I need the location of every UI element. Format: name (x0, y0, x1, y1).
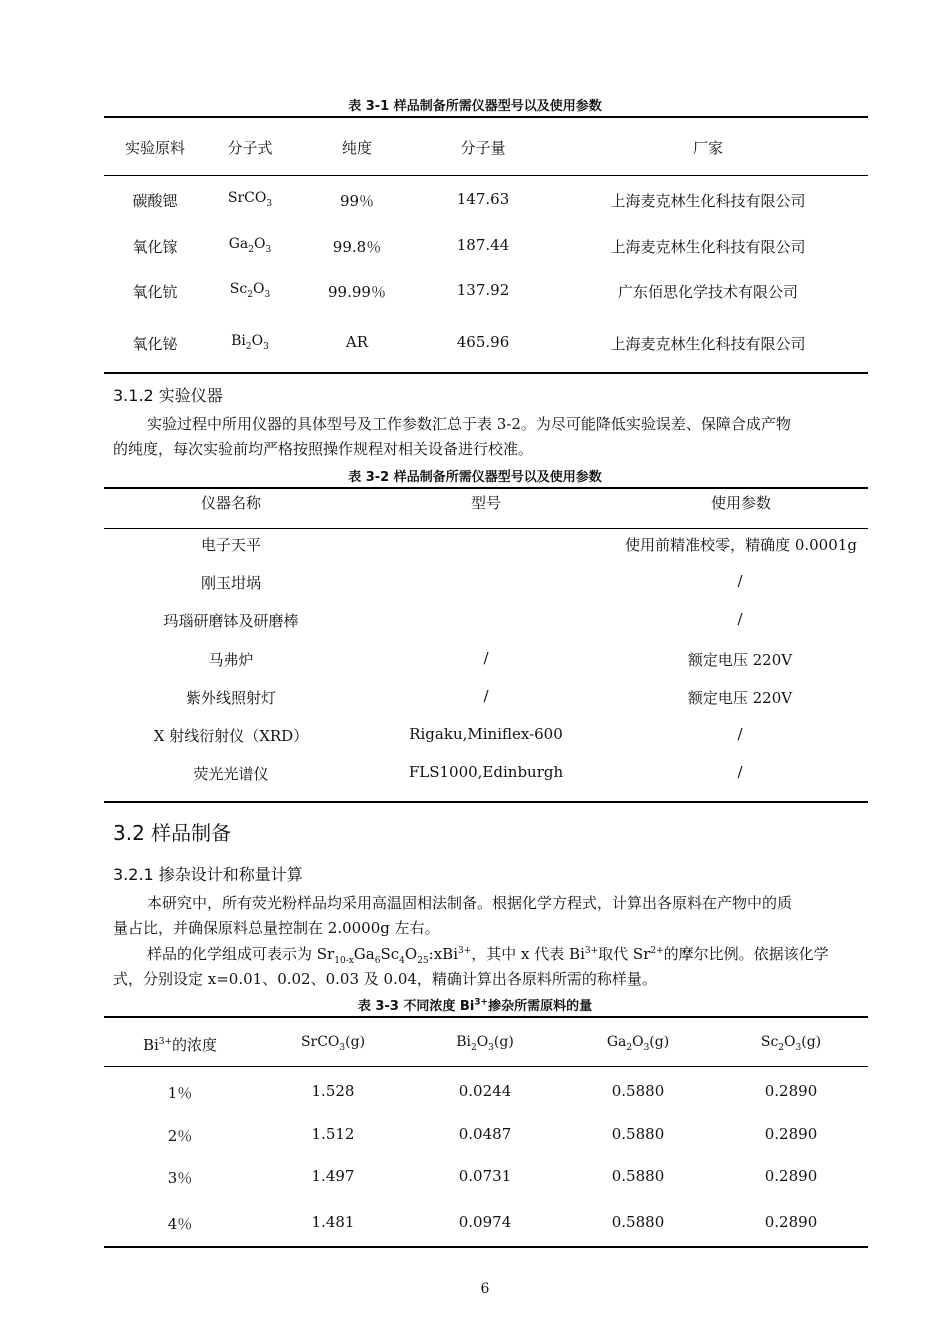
table3-row3-c3: 0.5880 (611, 1167, 665, 1185)
table3-row1-c1: 1.528 (311, 1082, 355, 1100)
table1-top-rule (104, 116, 868, 118)
table1-caption: 表 3-1 样品制备所需仪器型号以及使用参数 (348, 99, 602, 114)
table1-header-mw: 分子量 (460, 139, 506, 157)
section-3-2-heading: 3.2 样品制备 (113, 821, 232, 845)
table3-row4-c4: 0.2890 (764, 1213, 818, 1231)
table1-row4-vendor: 上海麦克林生化科技有限公司 (610, 335, 806, 353)
table2-row4-param: 额定电压 220V (687, 651, 793, 669)
table1-row3-name: 氧化钪 (132, 283, 178, 301)
section-3-2-1-paragraph2 (113, 942, 863, 992)
table3-row2-c3: 0.5880 (611, 1125, 665, 1143)
table2-row6-name: X 射线衍射仪（XRD） (153, 727, 309, 745)
table3-row2-c4: 0.2890 (764, 1125, 818, 1143)
table2-row6-model: Rigaku,Miniflex-600 (409, 725, 563, 743)
table2-row7-param: / (737, 763, 743, 781)
table1-bottom-rule (104, 372, 868, 374)
table2-row1-name: 电子天平 (200, 536, 261, 554)
table2-row4-model: / (483, 649, 489, 667)
table2-row5-model: / (483, 687, 489, 705)
table2-caption: 表 3-2 样品制备所需仪器型号以及使用参数 (348, 470, 602, 485)
table3-row1-c4: 0.2890 (764, 1082, 818, 1100)
table1-row1-formula: SrCO$_3$ (227, 190, 273, 209)
table3-bottom-rule (104, 1246, 868, 1248)
table1-row2-name: 氧化镓 (132, 238, 178, 256)
table2-row3-param: / (737, 610, 743, 628)
paragraph-line: 本研究中，所有荧光粉样品均采用高温固相法制备。根据化学方程式，计算出各原料在产物中的质 (147, 894, 793, 912)
table3-row4-c0: 4％ (167, 1215, 193, 1233)
section-3-1-2-heading: 3.1.2 实验仪器 (113, 386, 223, 405)
table2-header-model: 型号 (470, 494, 501, 512)
table2-header-rule (104, 528, 868, 529)
table1-row3-mw: 137.92 (456, 281, 510, 299)
table1-header-vendor: 厂家 (692, 139, 723, 157)
table1-row3-formula: $Sc_2O_3$ (229, 281, 271, 300)
table2-row3-name: 玛瑙研磨钵及研磨棒 (163, 612, 299, 630)
table2-bottom-rule (104, 801, 868, 803)
table3-row2-c2: 0.0487 (458, 1125, 512, 1143)
section-3-2-1-paragraph1 (113, 891, 863, 941)
table3-row3-c2: 0.0731 (458, 1167, 512, 1185)
table3-row1-c3: 0.5880 (611, 1082, 665, 1100)
table1-row3-purity: 99.99％ (328, 283, 386, 301)
table3-header-bi2o3: $Bi_2O_3(g)$ (456, 1034, 514, 1053)
table2-top-rule (104, 487, 868, 489)
table1-row1-purity: 99％ (339, 192, 375, 210)
table3-header-ga2o3: $Ga_2O_3(g)$ (606, 1034, 670, 1053)
table3-row3-c4: 0.2890 (764, 1167, 818, 1185)
paragraph-line: 量占比，并确保原料总量控制在 2.0000g 左右。 (113, 919, 440, 937)
table1-row4-name: 氧化铋 (132, 335, 178, 353)
table1-row2-mw: 187.44 (456, 236, 510, 254)
table1-row3-vendor: 广东佰思化学技术有限公司 (617, 283, 798, 301)
paragraph-line: 样品的化学组成可表示为 $Sr_{10-x}Ga_6Sc_4O_{25}:xBi^{3+}$，其中 x 代表 $Bi^{3+}$取代 $Sr^{2+}$的摩尔比例。依据该化学 (147, 945, 829, 966)
table3-top-rule (104, 1016, 868, 1018)
table3-header-srco3: SrCO$_3$(g) (300, 1034, 366, 1053)
table1-row4-mw: 465.96 (456, 333, 510, 351)
table3-row1-c0: 1％ (167, 1084, 193, 1102)
table3-header-concentration: $Bi^{3+}$的浓度 (142, 1036, 218, 1054)
table1-row1-name: 碳酸锶 (132, 192, 178, 210)
table2-row5-param: 额定电压 220V (687, 689, 793, 707)
table3-row1-c2: 0.0244 (458, 1082, 512, 1100)
table2-header-param: 使用参数 (710, 494, 771, 512)
table1-row4-purity: AR (345, 333, 369, 351)
table3-row4-c2: 0.0974 (458, 1213, 512, 1231)
table3-header-sc2o3: $Sc_2O_3(g)$ (760, 1034, 822, 1053)
table3-caption: 表 3-3 不同浓度 $Bi^{3+}$掺杂所需原料的量 (357, 997, 593, 1014)
table1-row2-vendor: 上海麦克林生化科技有限公司 (610, 238, 806, 256)
table1-row1-vendor: 上海麦克林生化科技有限公司 (610, 192, 806, 210)
table3-row4-c1: 1.481 (311, 1213, 355, 1231)
table3-header-rule (104, 1066, 868, 1067)
table2-row7-model: FLS1000,Edinburgh (408, 763, 564, 781)
table1-header-formula: 分子式 (227, 139, 273, 157)
table2-row1-param: 使用前精准校零，精确度 0.0001g (625, 536, 857, 554)
paragraph-line: 的纯度，每次实验前均严格按照操作规程对相关设备进行校准。 (113, 440, 534, 458)
table2-row6-param: / (737, 725, 743, 743)
table2-header-name: 仪器名称 (200, 494, 261, 512)
paragraph-line: 式，分别设定 x=0.01、0.02、0.03 及 0.04，精确计算出各原料所需的称样量。 (113, 970, 657, 988)
section-3-1-2-paragraph (113, 412, 863, 462)
table2-row5-name: 紫外线照射灯 (185, 689, 276, 707)
paragraph-line: 实验过程中所用仪器的具体型号及工作参数汇总于表 3-2。为尽可能降低实验误差、保障合成产物 (147, 415, 791, 433)
table3-row3-c0: 3％ (167, 1169, 193, 1187)
table2-row7-name: 荧光光谱仪 (193, 765, 269, 783)
table1-header-rule (104, 175, 868, 176)
table1-header-material: 实验原料 (124, 139, 185, 157)
table1-header-purity: 纯度 (341, 139, 372, 157)
table2-row2-param: / (737, 572, 743, 590)
table3-row4-c3: 0.5880 (611, 1213, 665, 1231)
table3-row2-c0: 2％ (167, 1127, 193, 1145)
table1-row1-mw: 147.63 (456, 190, 510, 208)
table2-row4-name: 马弗炉 (208, 651, 254, 669)
table3-row3-c1: 1.497 (311, 1167, 355, 1185)
table1-row2-purity: 99.8％ (332, 238, 382, 256)
table1-row2-formula: $Ga_2O_3$ (228, 236, 272, 255)
table2-row2-name: 刚玉坩埚 (200, 574, 261, 592)
page-number: 6 (480, 1281, 490, 1297)
table3-row2-c1: 1.512 (311, 1125, 355, 1143)
section-3-2-1-heading: 3.2.1 掺杂设计和称量计算 (113, 865, 303, 884)
table1-row4-formula: $Bi_2O_3$ (231, 333, 269, 352)
